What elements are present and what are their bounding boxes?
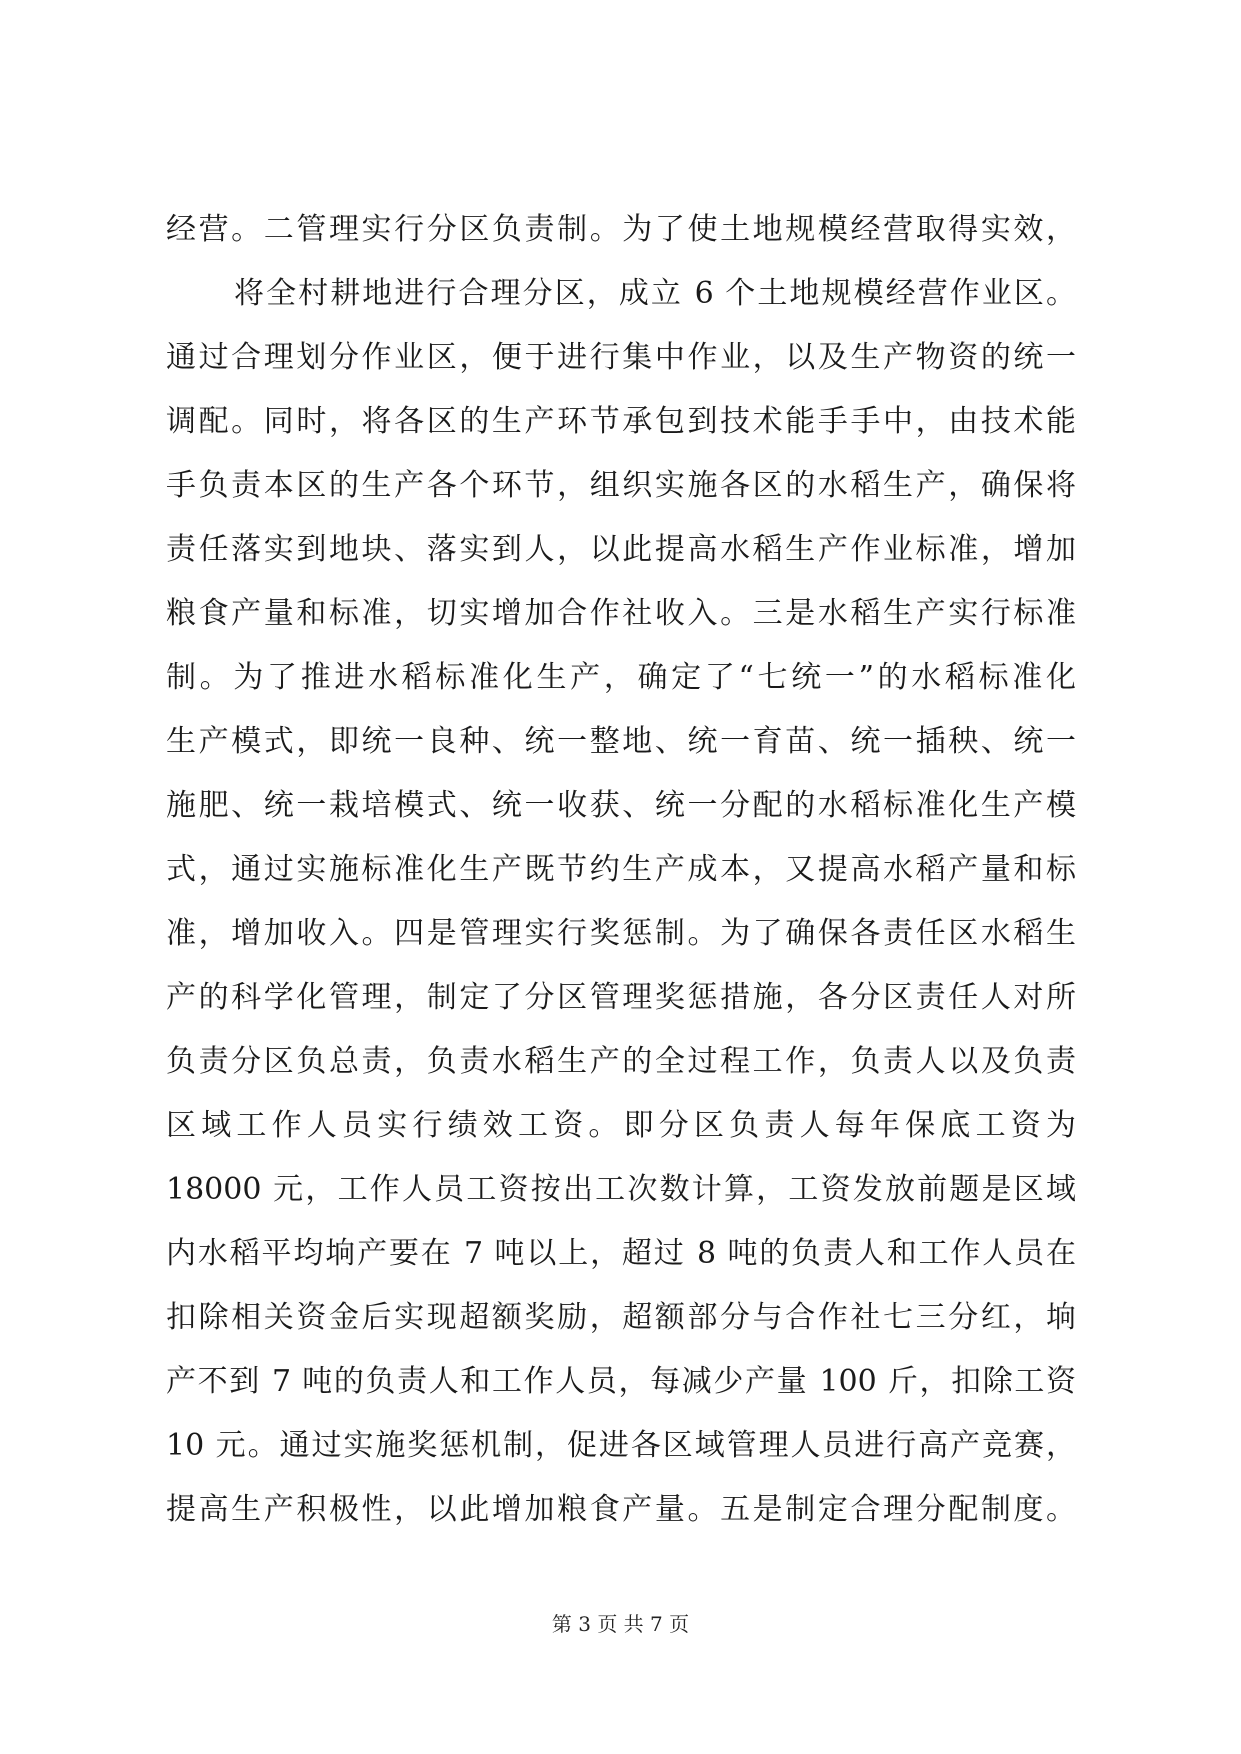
text-line: 制。为了推进水稻标准化生产，确定了“七统一”的水稻标准化 xyxy=(166,660,1076,695)
text-line: 产不到 7 吨的负责人和工作人员，每减少产量 100 斤，扣除工资 xyxy=(166,1364,1076,1399)
text-line: 产的科学化管理，制定了分区管理奖惩措施，各分区责任人对所 xyxy=(166,980,1076,1015)
text-line: 10 元。通过实施奖惩机制，促进各区域管理人员进行高产竞赛， xyxy=(166,1428,1076,1463)
text-line: 生产模式，即统一良种、统一整地、统一育苗、统一插秧、统一 xyxy=(166,724,1076,759)
text-line: 内水稻平均垧产要在 7 吨以上，超过 8 吨的负责人和工作人员在 xyxy=(166,1236,1076,1271)
text-line: 式，通过实施标准化生产既节约生产成本，又提高水稻产量和标 xyxy=(166,852,1076,887)
text-line: 经营。二管理实行分区负责制。为了使土地规模经营取得实效， xyxy=(166,212,1076,247)
text-line: 施肥、统一栽培模式、统一收获、统一分配的水稻标准化生产模 xyxy=(166,788,1076,823)
text-line: 负责分区负总责，负责水稻生产的全过程工作，负责人以及负责 xyxy=(166,1044,1076,1079)
text-line: 责任落实到地块、落实到人，以此提高水稻生产作业标准，增加 xyxy=(166,532,1076,567)
text-line: 粮食产量和标准，切实增加合作社收入。三是水稻生产实行标准 xyxy=(166,596,1076,631)
text-line: 18000 元，工作人员工资按出工次数计算，工资发放前题是区域 xyxy=(166,1172,1076,1207)
text-line: 手负责本区的生产各个环节，组织实施各区的水稻生产，确保将 xyxy=(166,468,1076,503)
body-text xyxy=(166,198,1076,1542)
text-line: 提高生产积极性，以此增加粮食产量。五是制定合理分配制度。 xyxy=(166,1492,1076,1527)
text-line: 通过合理划分作业区，便于进行集中作业，以及生产物资的统一 xyxy=(166,340,1076,375)
text-line: 将全村耕地进行合理分区，成立 6 个土地规模经营作业区。 xyxy=(234,276,1076,311)
text-line: 调配。同时，将各区的生产环节承包到技术能手手中，由技术能 xyxy=(166,404,1076,439)
text-line: 准，增加收入。四是管理实行奖惩制。为了确保各责任区水稻生 xyxy=(166,916,1076,951)
text-line: 区域工作人员实行绩效工资。即分区负责人每年保底工资为 xyxy=(166,1108,1076,1143)
text-line: 扣除相关资金后实现超额奖励，超额部分与合作社七三分红，垧 xyxy=(166,1300,1076,1335)
page-number: 第 3 页 共 7 页 xyxy=(551,1612,690,1636)
page-footer xyxy=(0,1608,1241,1637)
